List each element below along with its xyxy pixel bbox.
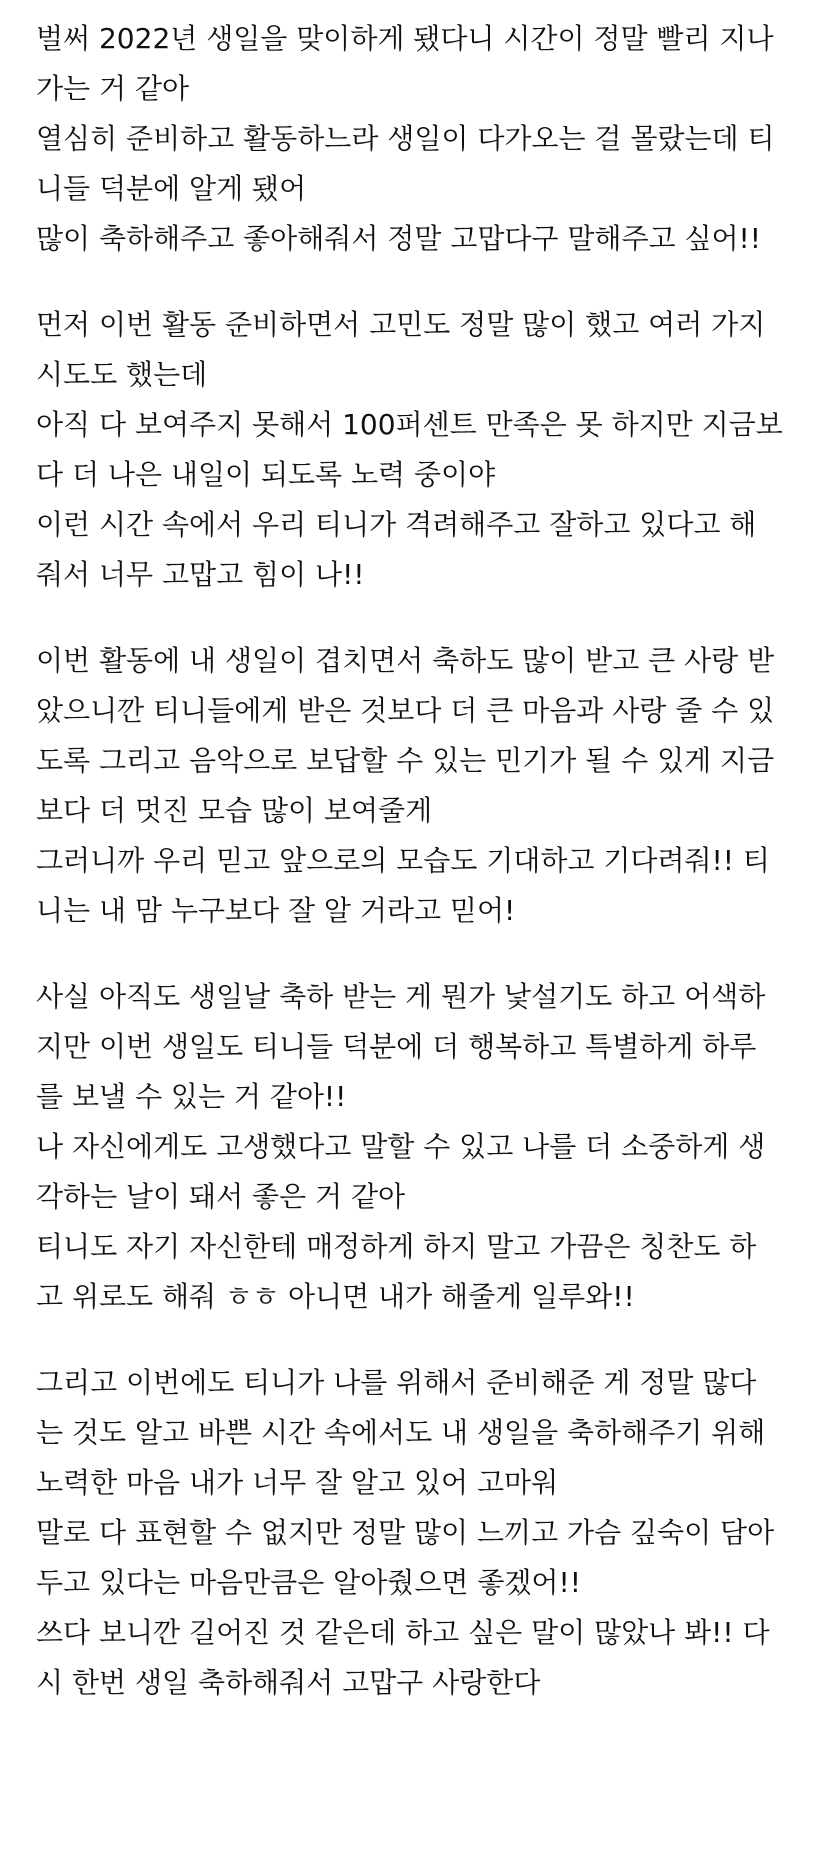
text-line: 노력한 마음 내가 너무 잘 알고 있어 고마워	[36, 1466, 559, 1499]
text-line: 았으니깐 티니들에게 받은 것보다 더 큰 마음과 사랑 줄 수 있	[36, 694, 775, 727]
text-line: 먼저 이번 활동 준비하면서 고민도 정말 많이 했고 여러 가지	[36, 308, 766, 341]
text-line: 쓰다 보니깐 길어진 것 같은데 하고 싶은 말이 많았나 봐!! 다	[36, 1616, 770, 1649]
text-line: 티니도 자기 자신한테 매정하게 하지 말고 가끔은 칭찬도 하	[36, 1230, 757, 1263]
text-line: 그리고 이번에도 티니가 나를 위해서 준비해준 게 정말 많다	[36, 1366, 757, 1399]
text-line: 보다 더 멋진 모습 많이 보여줄게	[36, 794, 433, 827]
text-line: 지만 이번 생일도 티니들 덕분에 더 행복하고 특별하게 하루	[36, 1030, 757, 1063]
text-line: 그러니까 우리 믿고 앞으로의 모습도 기대하고 기다려줘!! 티	[36, 844, 770, 877]
paragraph-2	[36, 300, 818, 600]
text-line: 사실 아직도 생일날 축하 받는 게 뭔가 낯설기도 하고 어색하	[36, 980, 766, 1013]
text-line: 열심히 준비하고 활동하느라 생일이 다가오는 걸 몰랐는데 티	[36, 122, 775, 155]
text-line: 각하는 날이 돼서 좋은 거 같아	[36, 1180, 406, 1213]
text-line: 많이 축하해주고 좋아해줘서 정말 고맙다구 말해주고 싶어!!	[36, 222, 762, 255]
paragraph-5	[36, 1358, 818, 1708]
text-line: 는 것도 알고 바쁜 시간 속에서도 내 생일을 축하해주기 위해	[36, 1416, 766, 1449]
text-line: 아직 다 보여주지 못해서 100퍼센트 만족은 못 하지만 지금보	[36, 408, 783, 441]
text-line: 시도도 했는데	[36, 358, 208, 391]
text-line: 니들 덕분에 알게 됐어	[36, 172, 307, 205]
text-line: 다 더 나은 내일이 되도록 노력 중이야	[36, 458, 496, 491]
text-line: 나 자신에게도 고생했다고 말할 수 있고 나를 더 소중하게 생	[36, 1130, 766, 1163]
text-line: 줘서 너무 고맙고 힘이 나!!	[36, 558, 365, 591]
text-line: 가는 거 같아	[36, 72, 190, 105]
text-line: 도록 그리고 음악으로 보답할 수 있는 민기가 될 수 있게 지금	[36, 744, 775, 777]
text-line: 두고 있다는 마음만큼은 알아줬으면 좋겠어!!	[36, 1566, 581, 1599]
text-line: 벌써 2022년 생일을 맞이하게 됐다니 시간이 정말 빨리 지나	[36, 22, 774, 55]
text-line: 시 한번 생일 축하해줘서 고맙구 사랑한다	[36, 1666, 541, 1699]
text-line: 니는 내 맘 누구보다 잘 알 거라고 믿어!	[36, 894, 516, 927]
text-line: 이번 활동에 내 생일이 겹치면서 축하도 많이 받고 큰 사랑 받	[36, 644, 775, 677]
text-line: 이런 시간 속에서 우리 티니가 격려해주고 잘하고 있다고 해	[36, 508, 757, 541]
paragraph-1	[36, 14, 818, 264]
paragraph-4	[36, 972, 818, 1322]
text-line: 를 보낼 수 있는 거 같아!!	[36, 1080, 347, 1113]
text-line: 말로 다 표현할 수 없지만 정말 많이 느끼고 가슴 깊숙이 담아	[36, 1516, 775, 1549]
paragraph-3	[36, 636, 818, 936]
text-line: 고 위로도 해줘 ㅎㅎ 아니면 내가 해줄게 일루와!!	[36, 1280, 635, 1313]
